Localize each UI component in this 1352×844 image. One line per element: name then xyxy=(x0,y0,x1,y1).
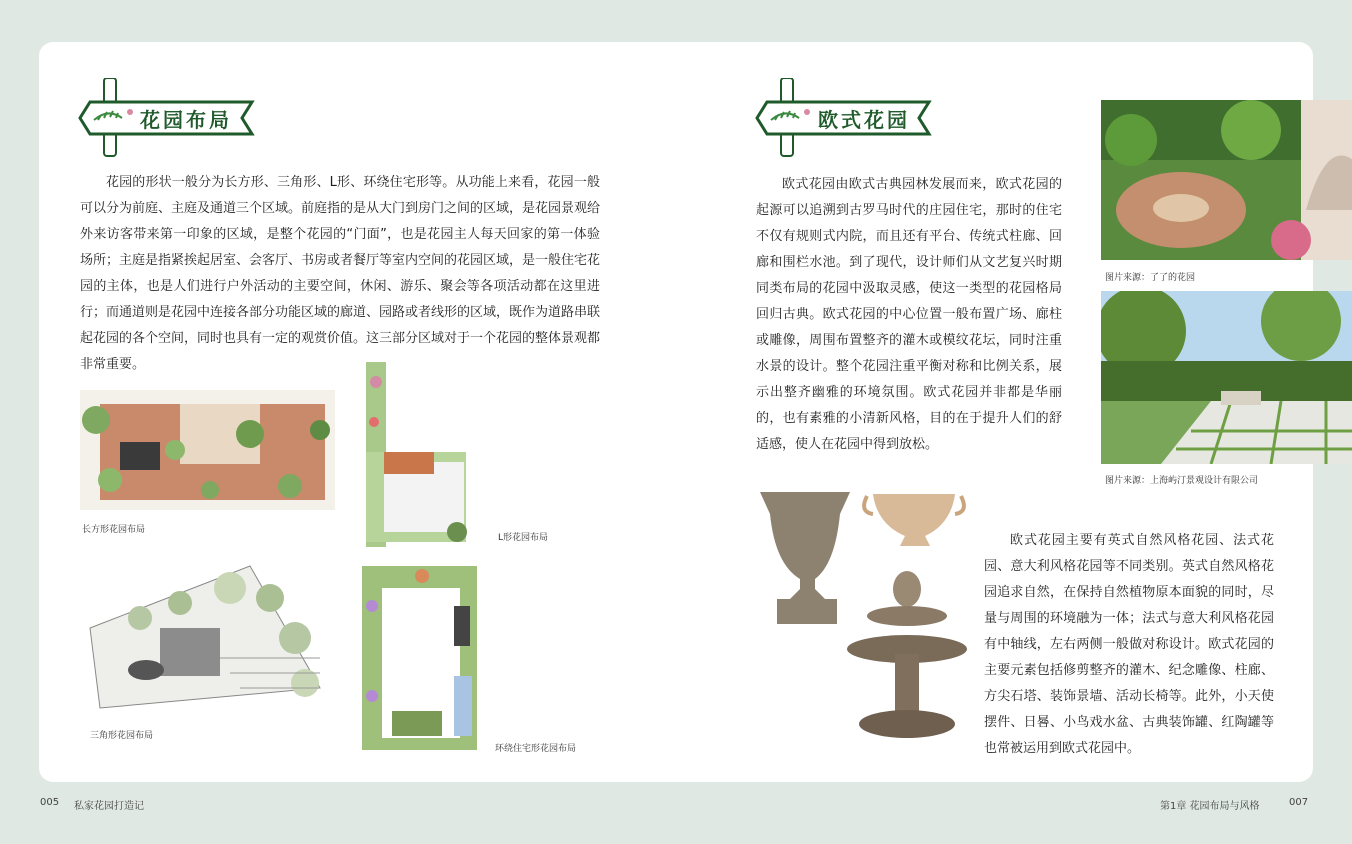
right-page-number: 007 xyxy=(1289,797,1309,808)
caption-surround-plan: 环绕住宅形花园布局 xyxy=(495,744,577,754)
european-garden-description: 欧式花园由欧式古典园林发展而来，欧式花园的起源可以追溯到古罗马时代的庄园住宅，那时的住宅不仅有规则式内院，而且还有平台、传统式柱廊、回廊和围栏水池。到了现代，设计师们从文艺复兴时期同类布局的花园中汲取灵感，使这一类型的花园格局回归古典。欧式花园的中心位置一般布置广场、廊柱或雕像，周围布置整齐的灌木或模纹花坛，同时注重水景的设计。整个花园注重平衡对称和比例关系，展示出整齐幽雅的环境氛围。欧式花园并非都是华丽的，也有素雅的小清新风格，目的在于提升人们的舒适感，使人在花园中得到放松。 xyxy=(756,177,1062,452)
surround-house-garden-plan xyxy=(362,566,477,750)
garden-photo-2 xyxy=(1101,291,1352,464)
triangle-garden-plan xyxy=(80,558,330,716)
section-title-european-garden: 欧式花园 xyxy=(818,108,910,132)
l-shape-garden-plan xyxy=(362,362,472,547)
garden-ornaments-image xyxy=(755,484,975,748)
caption-triangle-plan: 三角形花园布局 xyxy=(90,731,154,741)
caption-photo-1: 图片来源：了了的花园 xyxy=(1105,273,1196,283)
caption-l-shape-plan: L形花园布局 xyxy=(498,533,549,543)
european-garden-types: 欧式花园主要有英式自然风格花园、法式花园、意大利风格花园等不同类别。英式自然风格花园追求自然，在保持自然植物原本面貌的同时，尽量与周围的环境融为一体；法式与意大利风格花园有中轴线，左右两侧一般做对称设计。欧式花园的主要元素包括修剪整齐的灌木、纪念雕像、柱廊、方尖石塔、装饰景墙、活动长椅等。此外，小天使摆件、日晷、小鸟戏水盆、古典装饰罐、红陶罐等也常被运用到欧式花园中。 xyxy=(984,533,1274,756)
garden-photo-1 xyxy=(1101,100,1352,260)
section-title-garden-layout: 花园布局 xyxy=(140,108,232,132)
rectangle-garden-plan xyxy=(80,390,335,510)
layout-description: 花园的形状一般分为长方形、三角形、L形、环绕住宅形等。从功能上来看，花园一般可以分为前庭、主庭及通道三个区域。前庭指的是从大门到房门之间的区域，是花园景观给外来访客带来第一印象的区域，是整个花园的“门面”，也是花园主人每天回家的第一体验场所；主庭是指紧挨起居室、会客厅、书房或者餐厅等室内空间的花园区域，是一般住宅花园的主体，也是人们进行户外活动的主要空间，休闲、游乐、聚会等各项活动都在这里进行；而通道则是花园中连接各部分功能区域的廊道、园路或者线形的区域，既作为道路串联起花园的各个空间，同时也具有一定的观赏价值。这三部分区域对于一个花园的整体景观都非常重要。 xyxy=(80,175,601,372)
caption-photo-2: 图片来源：上海屿汀景观设计有限公司 xyxy=(1105,476,1259,486)
right-chapter-title: 第1章 花园布局与风格 xyxy=(1160,801,1260,812)
left-page-number: 005 xyxy=(40,797,60,808)
left-book-title: 私家花园打造记 xyxy=(74,801,144,812)
caption-rectangle-plan: 长方形花园布局 xyxy=(82,525,146,535)
